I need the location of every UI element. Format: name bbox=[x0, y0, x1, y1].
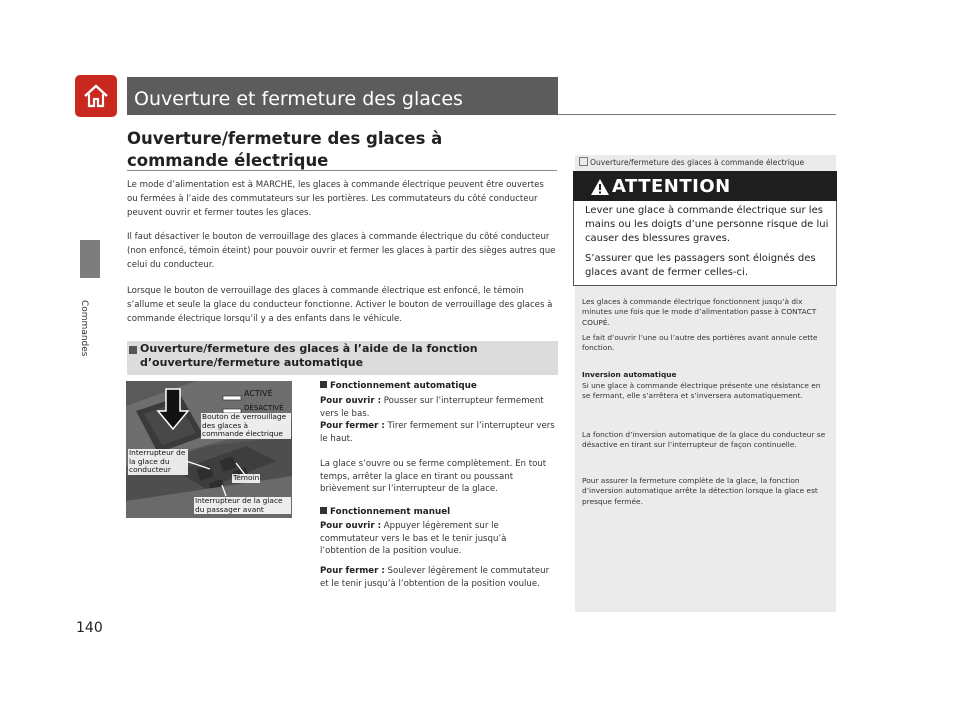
manual-operation-heading: Fonctionnement manuel bbox=[320, 507, 450, 517]
auto-open-text: Pour ouvrir : Pousser sur l’interrupteur fermement vers le bas. bbox=[320, 396, 544, 419]
header-divider bbox=[558, 114, 836, 115]
manual-close-text: Pour fermer : Soulever légèrement le commutateur et le tenir jusqu’à l’obtention de la position voulue. bbox=[320, 566, 550, 589]
subsection-title: Ouverture/fermeture des glaces à l’aide de la fonction d’ouverture/fermeture automatique bbox=[140, 342, 478, 369]
warning-text: Lever une glace à commande électrique sur les mains ou les doigts d’une personne risque de lui causer des blessures graves. bbox=[585, 205, 829, 244]
inversion-heading: Inversion automatique bbox=[582, 370, 677, 379]
indicator-label: Témoin bbox=[233, 473, 260, 482]
section-title: Ouverture/fermeture des glaces à commande électrique bbox=[127, 129, 443, 170]
window-switch-illustration bbox=[126, 381, 292, 518]
inversion-text: Si une glace à commande électrique présente une résistance en se fermant, elle s’arrêtera et s’inversera automatiquement. bbox=[582, 381, 821, 401]
driver-switch-label: Interrupteur de la glace du conducteur bbox=[128, 449, 188, 475]
reference-icon bbox=[579, 157, 588, 166]
paragraph: Il faut désactiver le bouton de verrouillage des glaces à commande électrique du côté conducteur (non enfoncé, témoin éteint) pour pouvoir ouvrir et fermer les glaces à partir des sièges autres que celui du conducteur. bbox=[127, 232, 556, 271]
note-text: Le fait d’ouvrir l’une ou l’autre des portières avant annule cette fonction. bbox=[582, 333, 818, 353]
page-number: 140 bbox=[76, 620, 103, 636]
warning-triangle-icon bbox=[590, 178, 610, 196]
section-divider bbox=[127, 170, 557, 171]
home-button[interactable] bbox=[75, 75, 117, 117]
auto-stop-text: La glace s’ouvre ou se ferme complètement. En tout temps, arrêter la glace en tirant ou poussant brièvement sur l’interrupteur de la glace. bbox=[320, 459, 547, 495]
subsection-bullet-icon bbox=[129, 346, 137, 354]
passenger-switch-label: Interrupteur de la glace du passager avant bbox=[194, 497, 291, 514]
bullet-square-icon bbox=[320, 381, 327, 388]
bullet-square-icon bbox=[320, 507, 327, 514]
paragraph: Le mode d’alimentation est à MARCHE, les glaces à commande électrique peuvent être ouvertes ou fermées à l’aide des commutateurs sur les portières. Les commutateurs du côté conducteur peuvent ouvrir et fermer toutes les glaces. bbox=[127, 180, 544, 219]
warning-text: S’assurer que les passagers sont éloignés des glaces avant de fermer celles-ci. bbox=[585, 253, 816, 278]
page-title: Ouverture et fermeture des glaces bbox=[134, 88, 463, 110]
auto-operation-heading: Fonctionnement automatique bbox=[320, 381, 477, 391]
paragraph: Lorsque le bouton de verrouillage des glaces à commande électrique est enfoncé, le témoin s’allume et seule la glace du conducteur fonctionne. Activer le bouton de verrouillage des glaces à commande électrique lorsqu’il y a des enfants dans le véhicule. bbox=[127, 286, 553, 325]
note-text: La fonction d’inversion automatique de la glace du conducteur se désactive en tirant sur l’interrupteur de façon continuelle. bbox=[582, 430, 826, 450]
note-text: Les glaces à commande électrique fonctionnent jusqu’à dix minutes une fois que le mode d’alimentation passe à CONTACT COUPÉ. bbox=[582, 297, 817, 327]
note-text: Pour assurer la fermeture complète de la glace, la fonction d’inversion automatique arrête la détection lorsque la glace est presque fermée. bbox=[582, 476, 818, 506]
warning-title: ATTENTION bbox=[612, 176, 731, 197]
section-tab-marker bbox=[80, 240, 100, 278]
home-icon bbox=[82, 82, 110, 110]
side-panel-heading: Ouverture/fermeture des glaces à commande électrique bbox=[579, 157, 804, 167]
auto-close-text: Pour fermer : Tirer fermement sur l’interrupteur vers le haut. bbox=[320, 421, 555, 444]
manual-open-text: Pour ouvrir : Appuyer légèrement sur le commutateur vers le bas et le tenir jusqu’à l’obtention de la position voulue. bbox=[320, 521, 507, 557]
active-label: ACTIVÉ bbox=[244, 389, 273, 398]
inactive-label: DÉSACTIVÉ bbox=[244, 404, 284, 412]
side-section-label: Commandes bbox=[79, 300, 89, 357]
lock-button-label: Bouton de verrouillage des glaces à commande électrique bbox=[201, 413, 291, 439]
